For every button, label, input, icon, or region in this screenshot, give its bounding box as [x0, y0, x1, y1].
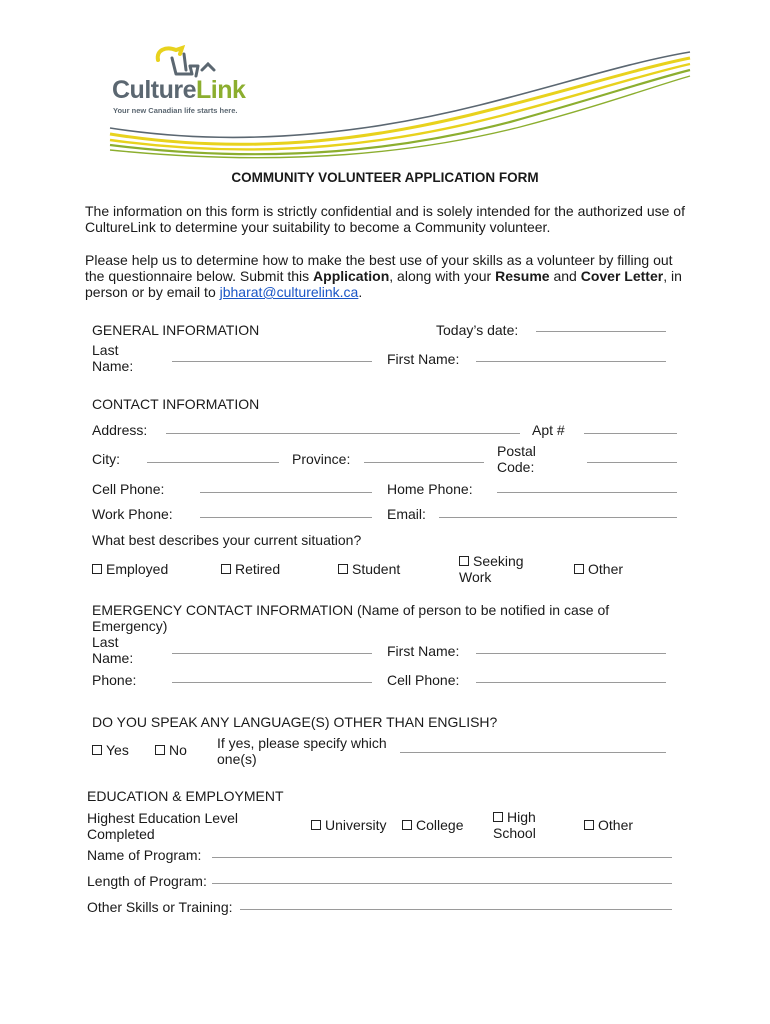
checkbox-icon[interactable]	[311, 820, 321, 830]
option-label: Yes	[106, 742, 129, 758]
option-label: Other	[588, 561, 624, 577]
checkbox-icon[interactable]	[493, 812, 503, 822]
other-skills-field[interactable]	[240, 909, 672, 910]
instructions-bold-cover-letter: Cover Letter	[580, 268, 664, 284]
education-heading: EDUCATION & EMPLOYMENT	[87, 788, 284, 804]
languages-specify-label: If yes, please specify which one(s)	[217, 735, 387, 767]
form-title: COMMUNITY VOLUNTEER APPLICATION FORM	[231, 170, 539, 185]
option-label: University	[325, 817, 387, 833]
culturelink-emblem-icon	[152, 44, 222, 80]
emergency-first-name-label: First Name:	[387, 643, 460, 659]
home-phone-label: Home Phone:	[387, 481, 473, 497]
province-label: Province:	[292, 451, 351, 467]
general-info-heading: GENERAL INFORMATION	[92, 322, 260, 338]
option-label: Other	[598, 817, 634, 833]
situation-question: What best describes your current situation?	[92, 532, 362, 548]
last-name-label: Last Name:	[92, 342, 134, 374]
checkbox-icon[interactable]	[155, 745, 165, 755]
address-field[interactable]	[166, 433, 520, 434]
languages-heading: DO YOU SPEAK ANY LANGUAGE(S) OTHER THAN ENGLISH?	[92, 714, 498, 730]
culturelink-logo	[112, 77, 245, 103]
option-label: Employed	[106, 561, 169, 577]
checkbox-icon[interactable]	[92, 745, 102, 755]
postal-code-field[interactable]	[587, 462, 677, 463]
checkbox-icon[interactable]	[402, 820, 412, 830]
highest-education-label: Highest Education Level Completed	[87, 810, 238, 842]
situation-option-employed[interactable]	[92, 561, 168, 577]
program-length-field[interactable]	[212, 883, 672, 884]
instructions-text-end: .	[358, 284, 363, 300]
work-phone-field[interactable]	[200, 517, 372, 518]
situation-option-student[interactable]	[338, 561, 400, 577]
province-field[interactable]	[364, 462, 484, 463]
option-label: No	[169, 742, 187, 758]
education-option-high-school[interactable]	[493, 809, 553, 841]
instructions-text-2: , along with your	[389, 268, 496, 284]
confidentiality-paragraph: The information on this form is strictly confidential and is solely intended for the authorized use of CultureLink to determine your suitability to become a Community volunteer.	[85, 203, 685, 235]
address-label: Address:	[92, 422, 148, 438]
emergency-cell-phone-field[interactable]	[476, 682, 666, 683]
emergency-first-name-field[interactable]	[476, 653, 666, 654]
other-skills-label: Other Skills or Training:	[87, 899, 233, 915]
emergency-last-name-field[interactable]	[172, 653, 372, 654]
postal-code-label: Postal Code:	[497, 443, 536, 475]
option-label: College	[416, 817, 464, 833]
option-label: Retired	[235, 561, 281, 577]
todays-date-field[interactable]	[536, 331, 666, 332]
checkbox-icon[interactable]	[221, 564, 231, 574]
logo-link-text: Link	[196, 76, 246, 104]
situation-option-seeking-work[interactable]	[459, 553, 539, 585]
languages-option-yes[interactable]	[92, 742, 129, 758]
city-field[interactable]	[147, 462, 279, 463]
email-field[interactable]	[439, 517, 677, 518]
instructions-paragraph	[85, 252, 685, 300]
option-label: Seeking Work	[459, 553, 524, 585]
emergency-last-name-label: Last Name:	[92, 634, 134, 666]
first-name-label: First Name:	[387, 351, 460, 367]
checkbox-icon[interactable]	[92, 564, 102, 574]
education-option-college[interactable]	[402, 817, 463, 833]
program-name-field[interactable]	[212, 857, 672, 858]
program-name-label: Name of Program:	[87, 847, 202, 863]
emergency-phone-field[interactable]	[172, 682, 372, 683]
home-phone-field[interactable]	[497, 492, 677, 493]
option-label: High School	[493, 809, 536, 841]
instructions-text-1: Please help us to determine how to make the best use of your skills as a volunteer by filling out the questionnaire below. Submit this	[85, 252, 673, 284]
emergency-cell-phone-label: Cell Phone:	[387, 672, 460, 688]
emergency-contact-heading: EMERGENCY CONTACT INFORMATION (Name of person to be notified in case of Emergency)	[92, 602, 610, 634]
instructions-bold-application: Application	[313, 268, 390, 284]
situation-option-retired[interactable]	[221, 561, 280, 577]
emergency-phone-label: Phone:	[92, 672, 137, 688]
first-name-field[interactable]	[476, 361, 666, 362]
cell-phone-field[interactable]	[200, 492, 372, 493]
email-link[interactable]: jbharat@culturelink.ca	[219, 284, 359, 300]
option-label: Student	[352, 561, 401, 577]
languages-option-no[interactable]	[155, 742, 187, 758]
instructions-bold-resume: Resume	[495, 268, 550, 284]
checkbox-icon[interactable]	[584, 820, 594, 830]
cell-phone-label: Cell Phone:	[92, 481, 165, 497]
education-option-university[interactable]	[311, 817, 386, 833]
city-label: City:	[92, 451, 120, 467]
contact-info-heading: CONTACT INFORMATION	[92, 396, 260, 412]
last-name-field[interactable]	[172, 361, 372, 362]
logo-culture-text: Culture	[112, 76, 196, 104]
todays-date-label: Today’s date:	[436, 322, 519, 338]
logo-tagline: Your new Canadian life starts here.	[113, 106, 238, 115]
work-phone-label: Work Phone:	[92, 506, 173, 522]
instructions-text-3: and	[549, 268, 581, 284]
languages-specify-field[interactable]	[400, 752, 666, 753]
situation-option-other[interactable]	[574, 561, 623, 577]
email-label: Email:	[387, 506, 426, 522]
instructions-text-4: , in person or by email to	[85, 268, 682, 300]
program-length-label: Length of Program:	[87, 873, 207, 889]
apt-label: Apt #	[532, 422, 565, 438]
education-option-other[interactable]	[584, 817, 633, 833]
checkbox-icon[interactable]	[338, 564, 348, 574]
apt-field[interactable]	[584, 433, 677, 434]
checkbox-icon[interactable]	[459, 556, 469, 566]
checkbox-icon[interactable]	[574, 564, 584, 574]
